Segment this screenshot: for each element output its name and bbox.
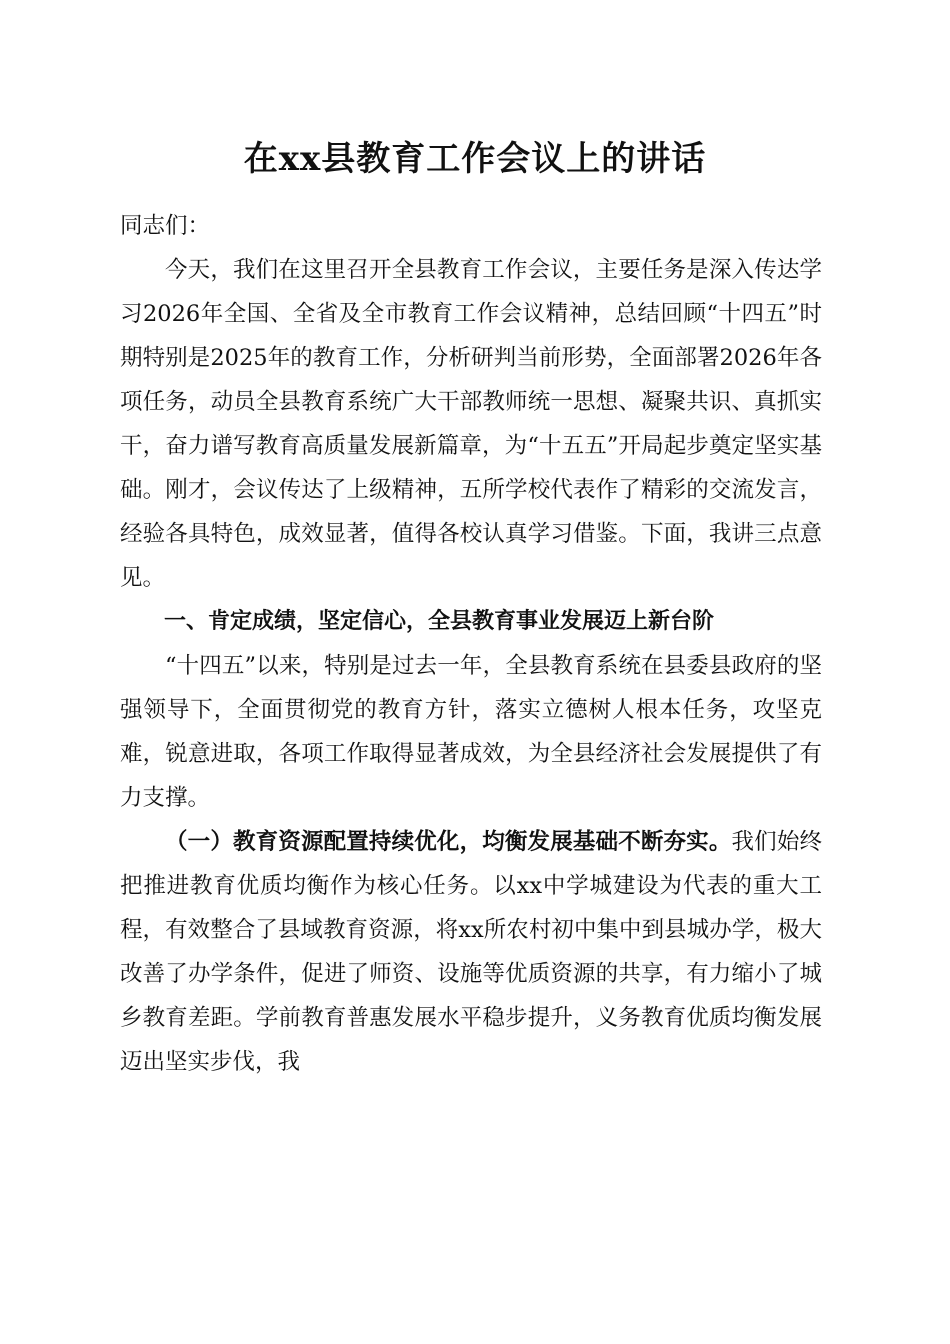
intro-paragraph: 今天，我们在这里召开全县教育工作会议，主要任务是深入传达学习2026年全国、全省及全市教育工作会议精神，总结回顾“十四五”时期特别是2025年的教育工作，分析研判当前形势，全面部署2026年各项任务，动员全县教育系统广大干部教师统一思想、凝聚共识、真抓实干，奋力谱写教育高质量发展新篇章，为“十五五”开局起步奠定坚实基础。刚才，会议传达了上级精神，五所学校代表作了精彩的交流发言，经验各具特色，成效显著，值得各校认真学习借鉴。下面，我讲三点意见。: [120, 257, 822, 591]
section-1-paragraph: “十四五”以来，特别是过去一年，全县教育系统在县委县政府的坚强领导下，全面贯彻党的教育方针，落实立德树人根本任务，攻坚克难，锐意进取，各项工作取得显著成效，为全县经济社会发展提供了有力支撑。: [120, 653, 822, 811]
section-1-heading: 一、肯定成绩，坚定信心，全县教育事业发展迈上新台阶: [164, 609, 715, 634]
salutation: 同志们：: [120, 213, 211, 239]
document-body: [120, 204, 822, 1084]
subsection-1-heading: （一）教育资源配置持续优化，均衡发展基础不断夯实。: [165, 829, 732, 855]
subsection-1-paragraph: [120, 820, 822, 1084]
subsection-1-body: 我们始终把推进教育优质均衡作为核心任务。以xx中学城建设为代表的重大工程，有效整合了县域教育资源，将xx所农村初中集中到县城办学，极大改善了办学条件，促进了师资、设施等优质资源的共享，有力缩小了城乡教育差距。学前教育普惠发展水平稳步提升，义务教育优质均衡发展迈出坚实步伐，我: [120, 829, 822, 1075]
document-title: 在xx县教育工作会议上的讲话: [243, 139, 707, 179]
